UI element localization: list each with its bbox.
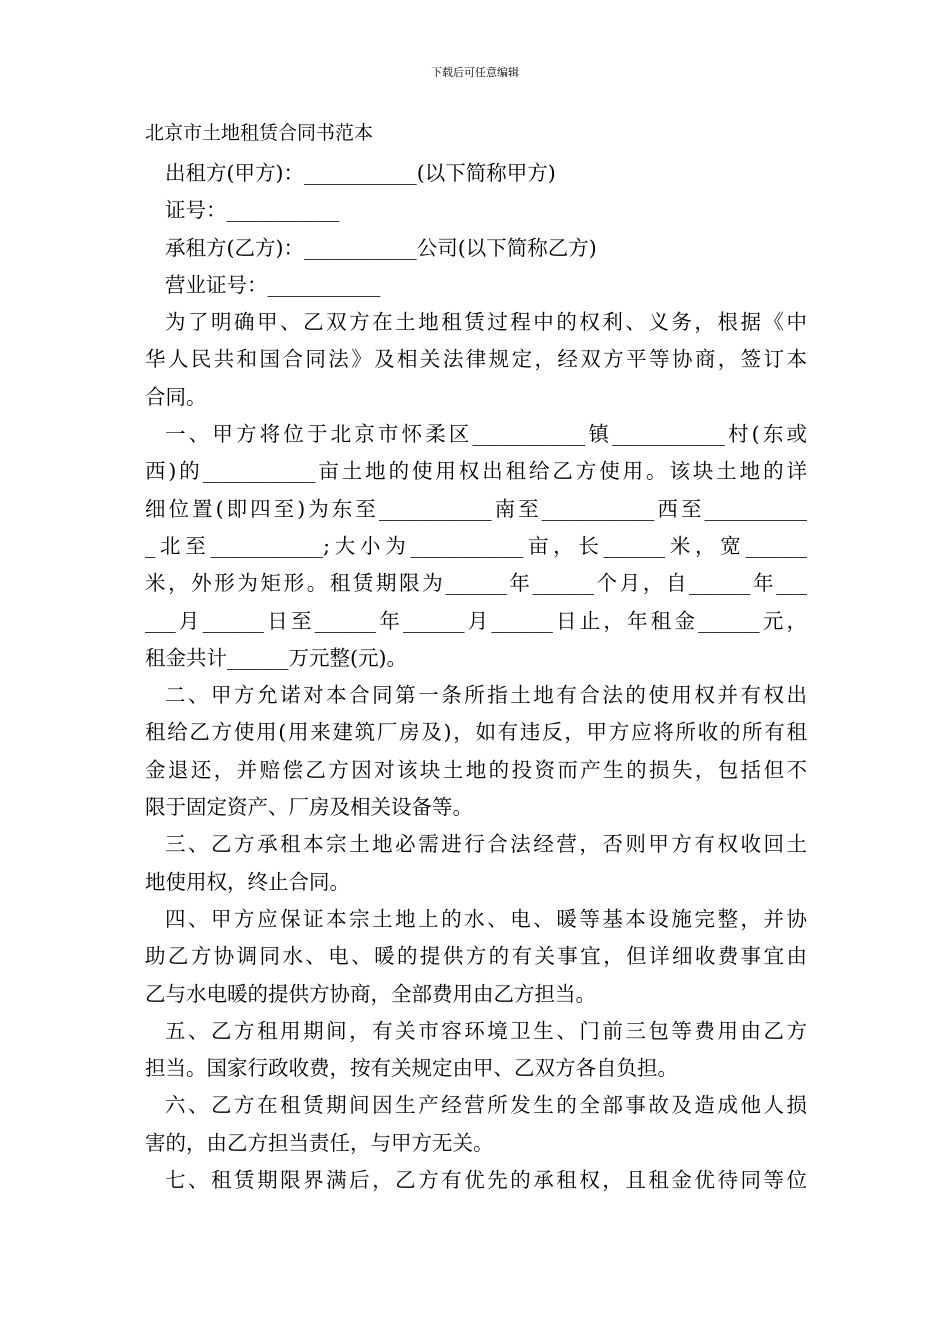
contract-body	[145, 155, 807, 1199]
clause-2-line-4: 限于固定资产、厂房及相关设备等。	[145, 795, 473, 820]
clause-4-line-2: 助乙方协调同水、电、暖的提供方的有关事宜，但详细收费事宜由	[145, 944, 807, 969]
clause-1-line-1: 一、甲方将位于北京市怀柔区___________镇___________村(东或	[165, 422, 807, 447]
clause-5-line-2: 担当。国家行政收费，按有关规定由甲、乙双方各自负担。	[145, 1056, 678, 1081]
clause-4-line-1: 四、甲方应保证本宗土地上的水、电、暖等基本设施完整，并协	[165, 906, 807, 931]
clause-1-line-5: 米，外形为矩形。租赁期限为______年______个月，自______年___	[145, 571, 807, 596]
preamble-line-2: 华人民共和国合同法》及相关法律规定，经双方平等协商，签订本	[145, 347, 807, 372]
page-header: 下载后可任意编辑	[431, 66, 519, 79]
clause-3-line-1: 三、乙方承租本宗土地必需进行合法经营，否则甲方有权收回土	[165, 832, 807, 857]
preamble-line-1: 为了明确甲、乙双方在土地租赁过程中的权利、义务，根据《中	[165, 310, 807, 335]
preamble-line-3: 合同。	[145, 384, 207, 409]
lessor-id-line: 证号：___________	[165, 198, 340, 223]
clause-3-line-2: 地使用权，终止合同。	[145, 869, 350, 894]
clause-2-line-2: 租给乙方使用(用来建筑厂房及)，如有违反，甲方应将所收的所有租	[145, 720, 807, 745]
lessor-line: 出租方(甲方)：___________(以下简称甲方)	[165, 161, 556, 185]
lessee-line: 承租方(乙方)：___________公司(以下简称乙方)	[165, 235, 597, 260]
clause-1-line-3: 细位置(即四至)为东至___________南至___________西至__________	[145, 496, 807, 521]
clause-6-line-1: 六、乙方在租赁期间因生产经营所发生的全部事故及造成他人损	[165, 1093, 807, 1118]
clause-2-line-1: 二、甲方允诺对本合同第一条所指土地有合法的使用权并有权出	[165, 683, 807, 708]
clause-5-line-1: 五、乙方租用期间，有关市容环境卫生、门前三包等费用由乙方	[165, 1018, 807, 1043]
clause-6-line-2: 害的，由乙方担当责任，与甲方无关。	[145, 1130, 494, 1155]
clause-1-line-6: ___月______日至______年______月______日止，年租金______元，	[145, 608, 807, 633]
document-title: 北京市土地租赁合同书范本	[145, 122, 374, 144]
clause-4-line-3: 乙与水电暖的提供方协商，全部费用由乙方担当。	[145, 981, 596, 1006]
clause-1-line-4: _北至___________;大小为___________亩，长______米，宽______	[145, 533, 807, 558]
clause-7-line-1: 七、租赁期限界满后，乙方有优先的承租权，且租金优待同等位	[165, 1168, 807, 1193]
clause-1-line-7: 租金共计______万元整(元)。	[145, 645, 407, 670]
clause-2-line-3: 金退还，并赔偿乙方因对该块土地的投资而产生的损失，包括但不	[145, 757, 807, 782]
business-license-line: 营业证号：___________	[165, 272, 381, 297]
clause-1-line-2: 西)的___________亩土地的使用权出租给乙方使用。该块土地的详	[145, 459, 807, 484]
